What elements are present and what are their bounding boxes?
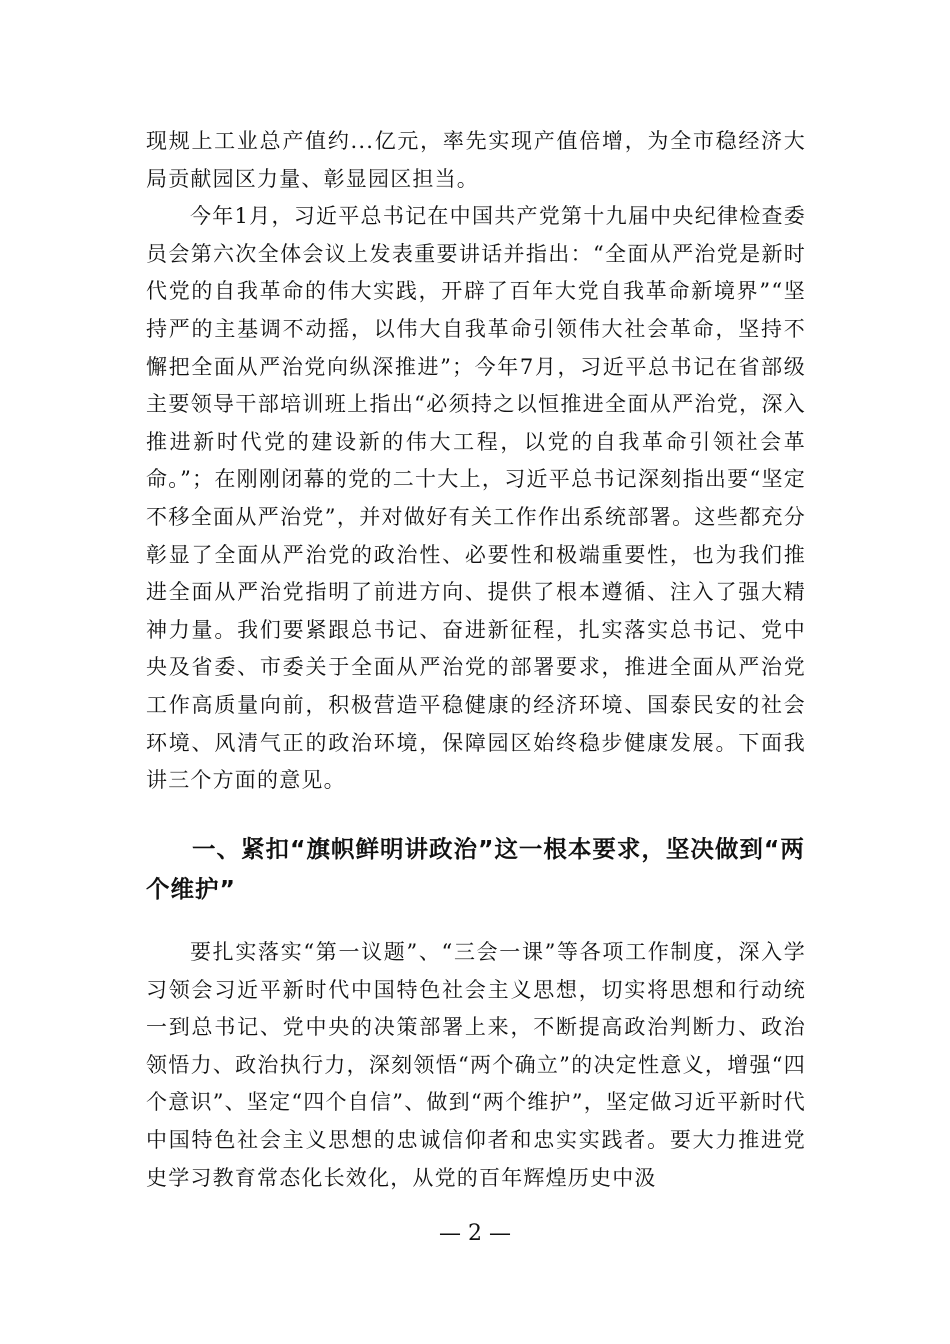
intro-text-block: [146, 123, 806, 800]
section-heading-block: [146, 829, 806, 909]
section-text-block: [146, 934, 806, 1197]
page-number: — 2 —: [439, 1221, 511, 1246]
paragraph-continuation: 现规上工业总产值约...亿元，率先实现产值倍增，为全市稳经济大局贡献园区力量、彰显园区担当。: [146, 129, 806, 191]
section-paragraph: 要扎实落实“第一议题”、“三会一课”等各项工作制度，深入学习领会习近平新时代中国特色社会主义思想，切实将思想和行动统一到总书记、党中央的决策部署上来，不断提高政治判断力、政治领悟力、政治执行力，深刻领悟“两个确立”的决定性意义，增强“四个意识”、坚定“四个自信”、做到“两个维护”，坚定做习近平新时代中国特色社会主义思想的忠诚信仰者和忠实实践者。要大力推进党史学习教育常态化长效化，从党的百年辉煌历史中汲: [146, 940, 806, 1190]
section-heading: 一、紧扣“旗帜鲜明讲政治”这一根本要求，坚决做到“两个维护”: [146, 835, 805, 903]
paragraph-body: 今年1月，习近平总书记在中国共产党第十九届中央纪律检查委员会第六次全体会议上发表重要讲话并指出：“全面从严治党是新时代党的自我革命的伟大实践，开辟了百年大党自我革命新境界”“坚持严的主基调不动摇，以伟大自我革命引领伟大社会革命，坚持不懈把全面从严治党向纵深推进”；今年7月，习近平总书记在省部级主要领导干部培训班上指出“必须持之以恒推进全面从严治党，深入推进新时代党的建设新的伟大工程，以党的自我革命引领社会革命。”；在刚刚闭幕的党的二十大上，习近平总书记深刻指出要“坚定不移全面从严治党”，并对做好有关工作作出系统部署。这些都充分彰显了全面从严治党的政治性、必要性和极端重要性，也为我们推进全面从严治党指明了前进方向、提供了根本遵循、注入了强大精神力量。我们要紧跟总书记、奋进新征程，扎实落实总书记、党中央及省委、市委关于全面从严治党的部署要求，推进全面从严治党工作高质量向前，积极营造平稳健康的经济环境、国泰民安的社会环境、风清气正的政治环境，保障园区始终稳步健康发展。下面我讲三个方面的意见。: [146, 204, 806, 793]
